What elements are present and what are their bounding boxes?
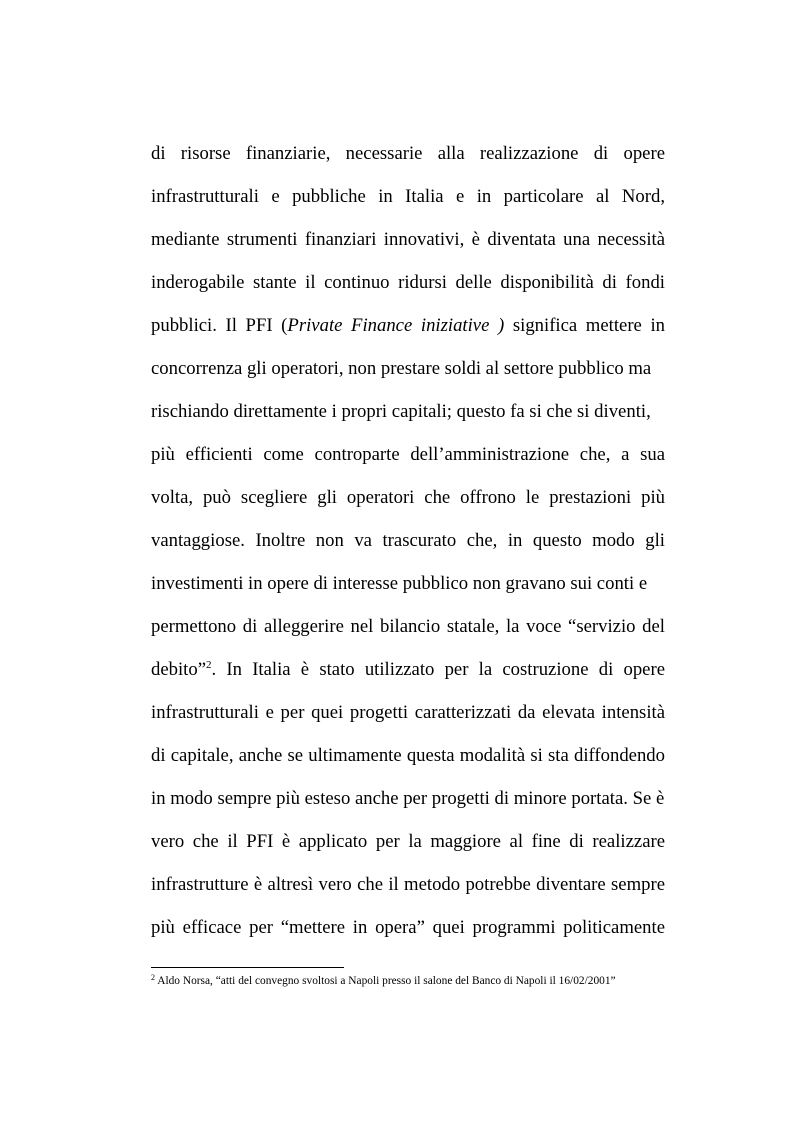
text-run: significa mettere in xyxy=(504,315,665,336)
text-line: mediante strumenti finanziari innovativi, è diventata una necessità xyxy=(151,229,665,250)
text-run: debito” xyxy=(151,659,207,680)
footnote-reference[interactable]: 2 xyxy=(206,659,212,671)
text-line: infrastrutturali e pubbliche in Italia e in particolare al Nord, xyxy=(151,186,665,207)
text-line: infrastrutturali e per quei progetti caratterizzati da elevata intensità xyxy=(151,702,665,723)
text-line: permettono di alleggerire nel bilancio statale, la voce “servizio del xyxy=(151,616,665,637)
text-line-with-italic xyxy=(151,309,665,352)
text-line: infrastrutture è altresì vero che il metodo potrebbe diventare sempre xyxy=(151,874,665,895)
text-line: più efficienti come controparte dell’amministrazione che, a sua xyxy=(151,444,665,465)
text-line: di capitale, anche se ultimamente questa modalità si sta diffondendo xyxy=(151,745,665,766)
body-text xyxy=(151,137,665,954)
footnote xyxy=(151,973,616,989)
text-line: concorrenza gli operatori, non prestare soldi al settore pubblico ma xyxy=(151,358,652,379)
text-line: di risorse finanziarie, necessarie alla realizzazione di opere xyxy=(151,143,665,164)
footnote-text: Aldo Norsa, “atti del convegno svoltosi a Napoli presso il salone del Banco di Napoli il 16/02/2001” xyxy=(155,975,616,987)
text-line: rischiando direttamente i propri capitali; questo fa si che si diventi, xyxy=(151,401,651,422)
text-run: . In Italia è stato utilizzato per la costruzione di opere xyxy=(211,659,665,680)
footnote-number: 2 xyxy=(151,973,155,982)
text-line: in modo sempre più esteso anche per progetti di minore portata. Se è xyxy=(151,788,665,809)
text-line-with-footnote-ref xyxy=(151,653,665,696)
text-line: vantaggiose. Inoltre non va trascurato che, in questo modo gli xyxy=(151,530,665,551)
text-line: investimenti in opere di interesse pubblico non gravano sui conti e xyxy=(151,573,648,594)
italic-term: Private Finance iniziative ) xyxy=(287,315,505,336)
text-line: vero che il PFI è applicato per la maggiore al fine di realizzare xyxy=(151,831,665,852)
text-line: volta, può scegliere gli operatori che offrono le prestazioni più xyxy=(151,487,665,508)
footnote-separator xyxy=(151,967,344,968)
text-line: inderogabile stante il continuo ridursi delle disponibilità di fondi xyxy=(151,272,665,293)
text-run: pubblici. Il PFI ( xyxy=(151,315,288,336)
text-line: più efficace per “mettere in opera” quei programmi politicamente xyxy=(151,917,665,938)
